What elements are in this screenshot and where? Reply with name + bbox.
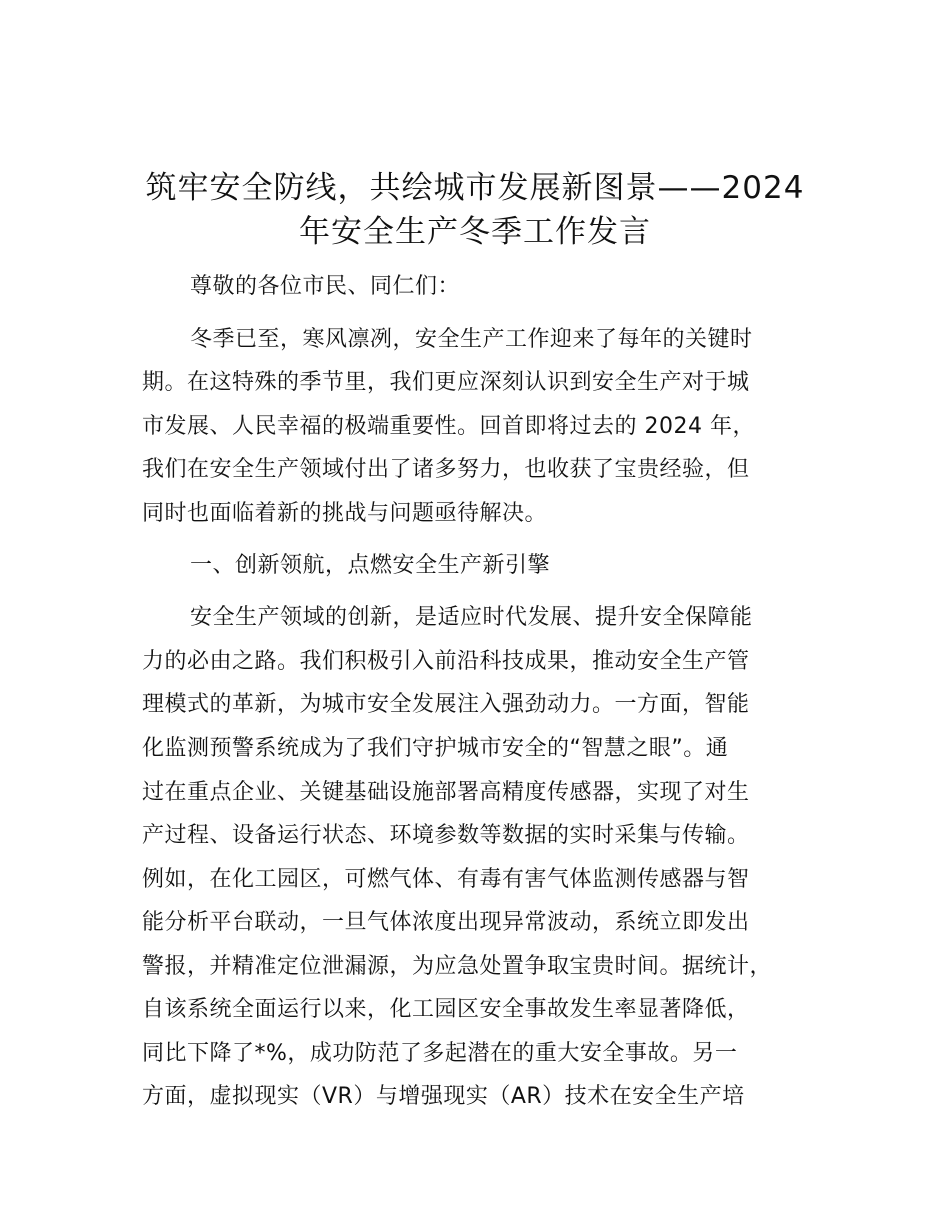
- paragraph-1-line: 我们在安全生产领域付出了诸多努力，也收获了宝贵经验，但: [142, 457, 750, 482]
- paragraph-2-line: 同比下降了*%，成功防范了多起潜在的重大安全事故。另一: [142, 1041, 738, 1066]
- section-1-heading: 一、创新领航，点燃安全生产新引擎: [190, 553, 551, 578]
- paragraph-2-line: 安全生产领域的创新，是适应时代发展、提升安全保障能: [190, 605, 753, 630]
- paragraph-2-line: 力的必由之路。我们积极引入前沿科技成果，推动安全生产管: [142, 649, 750, 674]
- paragraph-2-line: 化监测预警系统成为了我们守护城市安全的“智慧之眼”。通: [142, 736, 729, 761]
- paragraph-2-line: 方面，虚拟现实（VR）与增强现实（AR）技术在安全生产培: [142, 1084, 745, 1109]
- title-line-2: 年安全生产冬季工作发言: [299, 214, 651, 250]
- paragraph-1-line: 同时也面临着新的挑战与问题亟待解决。: [142, 501, 548, 526]
- paragraph-1-line: 期。在这特殊的季节里，我们更应深刻认识到安全生产对于城: [142, 370, 750, 395]
- paragraph-2-line: 警报，并精准定位泄漏源，为应急处置争取宝贵时间。据统计，: [142, 954, 773, 979]
- paragraph-2-line: 能分析平台联动，一旦气体浓度出现异常波动，系统立即发出: [142, 910, 750, 935]
- title-line-1: 筑牢安全防线，共绘城市发展新图景——2024: [145, 170, 805, 206]
- paragraph-1-line: 市发展、人民幸福的极端重要性。回首即将过去的 2024 年，: [142, 414, 755, 439]
- paragraph-2-line: 产过程、设备运行状态、环境参数等数据的实时采集与传输。: [142, 823, 750, 848]
- paragraph-1-line: 冬季已至，寒风凛冽，安全生产工作迎来了每年的关键时: [190, 327, 753, 352]
- paragraph-2-line: 理模式的革新，为城市安全发展注入强劲动力。一方面，智能: [142, 692, 750, 717]
- paragraph-2-line: 过在重点企业、关键基础设施部署高精度传感器，实现了对生: [142, 780, 750, 805]
- salutation: 尊敬的各位市民、同仁们：: [190, 274, 461, 299]
- paragraph-2-line: 例如，在化工园区，可燃气体、有毒有害气体监测传感器与智: [142, 867, 750, 892]
- paragraph-2-line: 自该系统全面运行以来，化工园区安全事故发生率显著降低，: [142, 997, 750, 1022]
